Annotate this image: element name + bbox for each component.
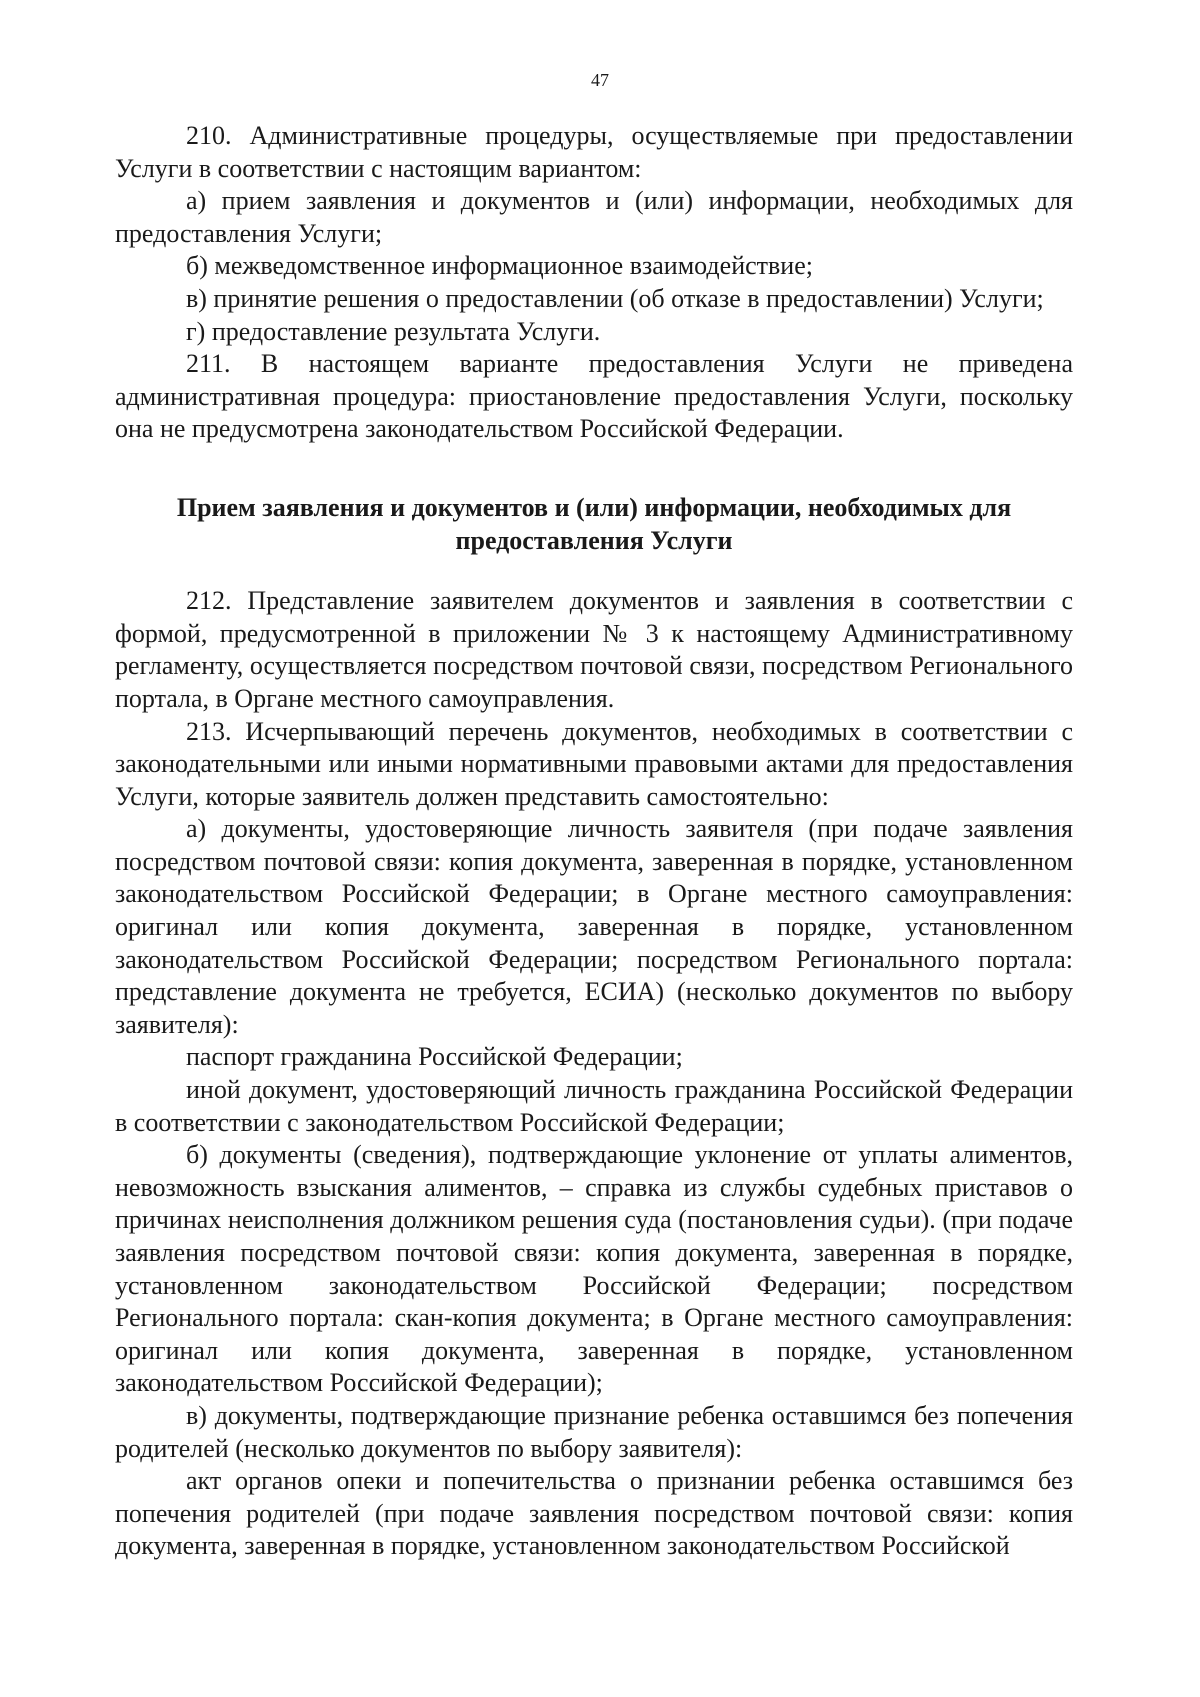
paragraph-210: 210. Административные процедуры, осуществляемые при предоставлении Услуги в соответствии с настоящим вариантом: bbox=[115, 121, 1073, 183]
list-item-b: б) межведомственное информационное взаимодействие; bbox=[186, 251, 813, 281]
document-body bbox=[115, 120, 1073, 1563]
list-item-passport: паспорт гражданина Российской Федерации; bbox=[186, 1042, 683, 1072]
paragraph-212: 212. Представление заявителем документов и заявления в соответствии с формой, предусмотренной в приложении № 3 к настоящему Административному регламенту, осуществляется посредством почтовой связи, посредством Регионального портала, в Органе местного самоуправления. bbox=[115, 586, 1073, 713]
list-item-a: а) прием заявления и документов и (или) информации, необходимых для предоставления Услуги; bbox=[115, 186, 1073, 248]
list-item-v: в) принятие решения о предоставлении (об отказе в предоставлении) Услуги; bbox=[186, 283, 1044, 313]
list-item-v-guardianship-documents: в) документы, подтверждающие признание ребенка оставшимся без попечения родителей (несколько документов по выбору заявителя): bbox=[115, 1400, 1073, 1463]
list-item-other-identity-document: иной документ, удостоверяющий личность гражданина Российской Федерации в соответствии с законодательством Российской Федерации; bbox=[115, 1075, 1073, 1137]
list-item-guardianship-act: акт органов опеки и попечительства о признании ребенка оставшимся без попечения родителей (при подаче заявления посредством почтовой связи: копия документа, заверенная в порядке, установленном законодательством Российской bbox=[115, 1466, 1073, 1561]
page-number: 47 bbox=[591, 70, 609, 90]
section-heading: Прием заявления и документов и (или) информации, необходимых для предоставления Услуги bbox=[176, 492, 1012, 555]
list-item-a-identity-documents: а) документы, удостоверяющие личность заявителя (при подаче заявления посредством почтовой связи: копия документа, заверенная в порядке, установленном законодательством Российской Федерации; в Органе местного самоуправления: оригинал или копия документа, заверенная в порядке, установленном законодательством Российской Федерации; посредством Регионального портала: представление документа не требуется, ЕСИА) (несколько документов по выбору заявителя): bbox=[115, 814, 1073, 1039]
paragraph-213: 213. Исчерпывающий перечень документов, необходимых в соответствии с законодательными или иными нормативными правовыми актами для предоставления Услуги, которые заявитель должен представить самостоятельно: bbox=[115, 716, 1073, 811]
list-item-b-alimony-documents: б) документы (сведения), подтверждающие уклонение от уплаты алиментов, невозможность взыскания алиментов, – справка из службы судебных приставов о причинах неисполнения должником решения суда (постановления судьи). (при подаче заявления посредством почтовой связи: копия документа, заверенная в порядке, установленном законодательством Российской Федерации; посредством Регионального портала: скан-копия документа; в Органе местного самоуправления: оригинал или копия документа, заверенная в порядке, установленном законодательством Российской Федерации); bbox=[115, 1140, 1073, 1398]
paragraph-211: 211. В настоящем варианте предоставления Услуги не приведена административная процедура: приостановление предоставления Услуги, поскольку она не предусмотрена законодательством Российской Федерации. bbox=[115, 349, 1073, 444]
list-item-g: г) предоставление результата Услуги. bbox=[186, 316, 601, 346]
